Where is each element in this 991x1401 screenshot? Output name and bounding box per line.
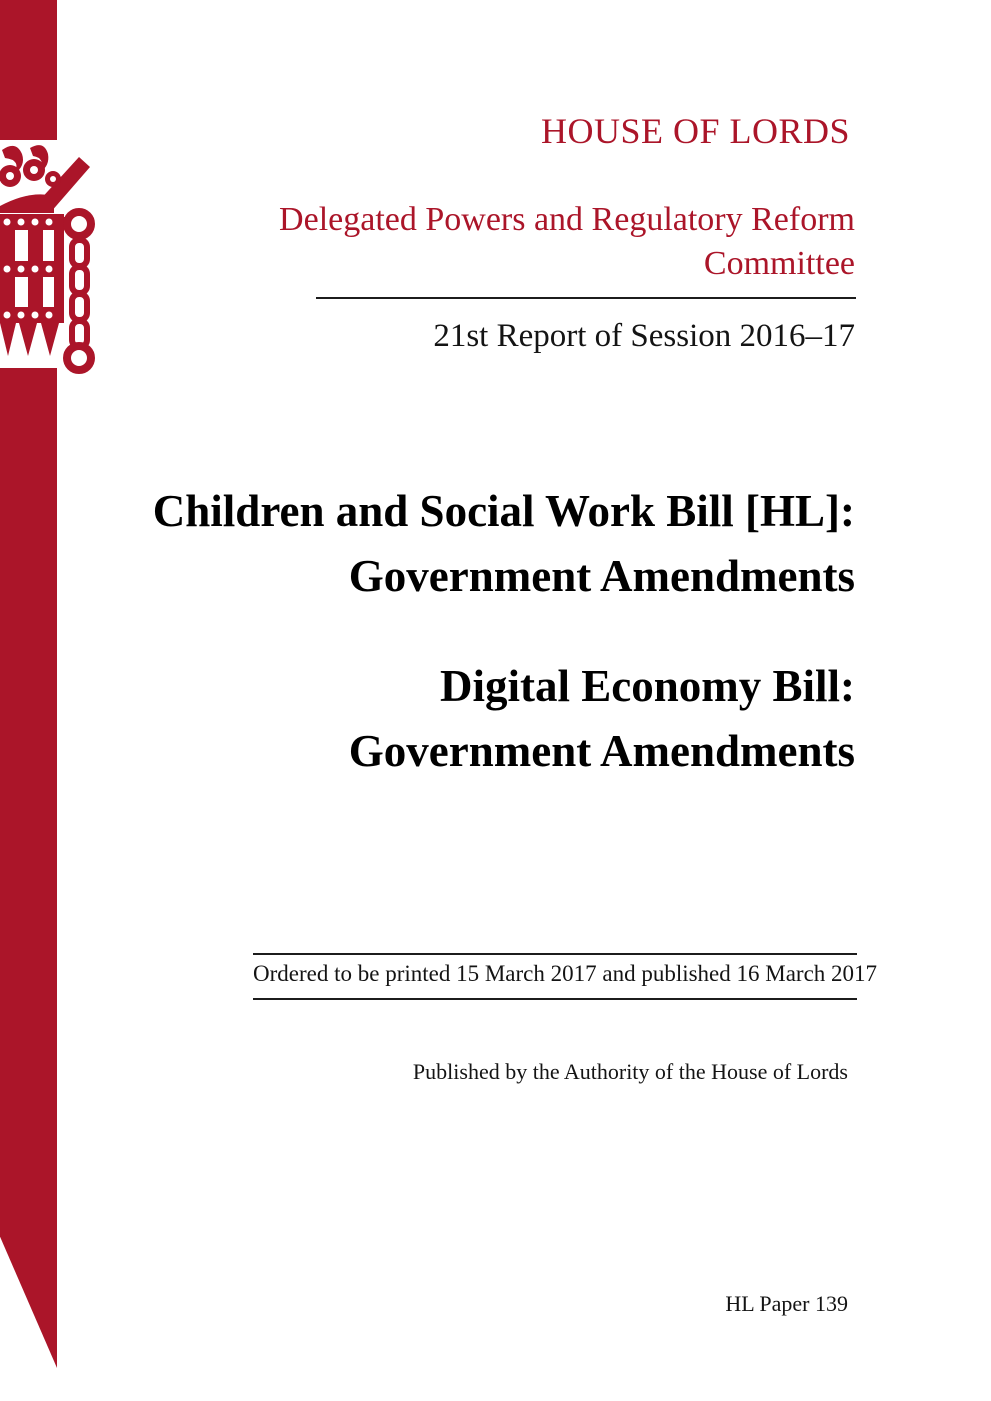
bill-title-line: Government Amendments (348, 551, 855, 601)
bill-title-line: Digital Economy Bill: (440, 661, 855, 711)
header-divider-rule (316, 297, 856, 299)
committee-name-line1: Delegated Powers and Regulatory Reform (279, 201, 855, 238)
ordered-printed-line: Ordered to be printed 15 March 2017 and published 16 March 2017 (253, 961, 878, 986)
bill-title-line: Children and Social Work Bill [HL]: (152, 486, 855, 536)
imprint-top-rule (253, 953, 857, 955)
published-authority-line: Published by the Authority of the House of Lords (412, 1059, 848, 1084)
bill-title-line: Government Amendments (348, 726, 855, 776)
committee-name-line2: Committee (703, 245, 855, 282)
organisation-title: HOUSE OF LORDS (540, 111, 850, 151)
report-session-label: 21st Report of Session 2016–17 (433, 318, 855, 354)
bill-title-children-social-work (153, 479, 855, 609)
portcullis-icon (0, 140, 96, 392)
imprint-bottom-rule (253, 998, 857, 1000)
committee-name (279, 198, 855, 286)
paper-number-label: HL Paper 139 (725, 1291, 848, 1316)
bill-title-digital-economy (349, 654, 855, 784)
